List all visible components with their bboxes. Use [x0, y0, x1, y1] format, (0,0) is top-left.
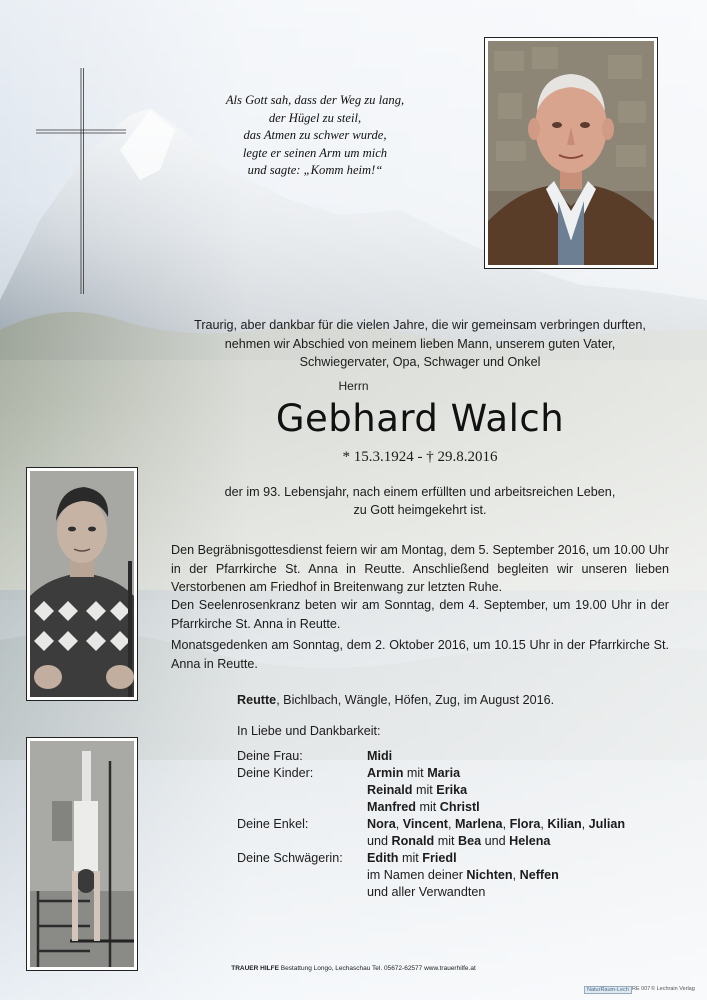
family-name: Julian — [588, 817, 626, 831]
intro-text — [150, 316, 690, 372]
salutation: Herrn — [338, 379, 369, 393]
family-list — [237, 748, 625, 901]
family-row — [237, 884, 625, 901]
family-name: Vincent — [402, 817, 448, 831]
family-label: Deine Schwägerin: — [237, 851, 343, 865]
connector: mit — [434, 834, 458, 848]
family-name: Maria — [427, 766, 461, 780]
connector: , — [512, 868, 520, 882]
intro-line: Schwiegervater, Opa, Schwager und Onkel — [299, 355, 541, 369]
age-text — [190, 483, 650, 519]
family-name: Midi — [367, 749, 393, 763]
family-name: Christl — [439, 800, 480, 814]
portrait-photo — [484, 37, 658, 269]
footer — [0, 965, 707, 972]
family-label: Deine Enkel: — [237, 817, 309, 831]
place-date — [237, 693, 554, 707]
family-row — [237, 748, 625, 765]
family-name: Helena — [509, 834, 551, 848]
family-name: Edith — [367, 851, 399, 865]
poem-line: der Hügel zu steil, — [268, 110, 362, 125]
rosary-paragraph: Den Seelenrosenkranz beten wir am Sonntag, dem 4. September, um 19.00 Uhr in der Pfarrkirche St. Anna in Reutte. — [171, 598, 669, 631]
family-name: Nichten — [466, 868, 513, 882]
deceased-name: Gebhard Walch — [275, 397, 565, 440]
place-rest: , Bichlbach, Wängle, Höfen, Zug, im August 2016. — [276, 693, 555, 707]
footer-text: Bestattung Longo, Lechaschau Tel. 05672-62577 www.trauerhilfe.at — [278, 965, 476, 972]
life-dates: * 15.3.1924 - † 29.8.2016 — [342, 449, 498, 465]
family-name: Bea — [458, 834, 482, 848]
place-town: Reutte — [237, 693, 277, 707]
connector: mit — [398, 851, 423, 865]
naturraum-tag: NaturRaum-Lech — [584, 986, 632, 994]
funeral-paragraph: Den Begräbnisgottesdienst feiern wir am Montag, dem 5. September 2016, um 10.00 Uhr in der Pfarrkirche St. Anna in Reutte. Anschließend begleiten wir unseren lieben Verstorbenen am Friedhof in Breitenwang zur letzten Ruhe. — [171, 543, 669, 594]
connector: mit — [415, 800, 440, 814]
family-name: Armin — [367, 766, 404, 780]
footer-brand: TRAUER HILFE — [231, 965, 279, 972]
intro-line: Traurig, aber dankbar für die vielen Jahre, die wir gemeinsam verbringen durften, — [194, 318, 646, 332]
family-name: Ronald — [391, 834, 435, 848]
family-row: Deine Enkel: Nora, Vincent, Marlena, Flora, Kilian, Julian — [237, 817, 626, 831]
poem-line: Als Gott sah, dass der Weg zu lang, — [225, 93, 405, 107]
connector: und — [481, 834, 510, 848]
connector: im Namen deiner — [367, 868, 467, 882]
family-name: Neffen — [519, 868, 559, 882]
age-line: zu Gott heimgekehrt ist. — [353, 503, 487, 517]
connector: mit — [403, 766, 428, 780]
family-name: Friedl — [422, 851, 457, 865]
family-name: Flora — [509, 817, 541, 831]
family-name: Marlena — [454, 817, 503, 831]
others-line: und aller Verwandten — [367, 885, 486, 899]
publisher: © Lechrain Verlag — [651, 986, 695, 992]
youth-photo — [26, 467, 138, 701]
closing-line: In Liebe und Dankbarkeit: — [237, 724, 381, 738]
gymnast-photo — [26, 737, 138, 971]
family-row — [237, 782, 625, 799]
cross-icon — [36, 68, 126, 298]
family-name: Manfred — [367, 800, 416, 814]
family-name: Kilian — [547, 817, 582, 831]
poem — [200, 92, 430, 180]
intro-line: nehmen wir Abschied von meinem lieben Mann, unserem guten Vater, — [224, 336, 616, 351]
family-row — [237, 867, 625, 884]
family-name: Erika — [436, 783, 468, 797]
age-line: der im 93. Lebensjahr, nach einem erfüllten und arbeitsreichen Leben, — [224, 485, 616, 499]
family-row — [237, 799, 625, 816]
family-name: Nora — [367, 817, 396, 831]
family-label: Deine Kinder: — [237, 766, 314, 780]
connector: mit — [412, 783, 437, 797]
family-name: Reinald — [367, 783, 413, 797]
poem-line: legte er seinen Arm um mich — [242, 145, 388, 160]
family-row — [237, 850, 625, 867]
connector: und — [367, 834, 392, 848]
memorial-paragraph: Monatsgedenken am Sonntag, dem 2. Oktober 2016, um 10.15 Uhr in der Pfarrkirche St. Anna in Reutte. — [171, 638, 669, 671]
poem-line: das Atmen zu schwer wurde, — [243, 128, 387, 142]
family-label: Deine Frau: — [237, 749, 303, 763]
family-row — [237, 833, 625, 850]
family-row — [237, 765, 625, 782]
template-code: RE 007 — [632, 986, 651, 992]
poem-line: und sagte: „Komm heim!“ — [247, 163, 383, 177]
